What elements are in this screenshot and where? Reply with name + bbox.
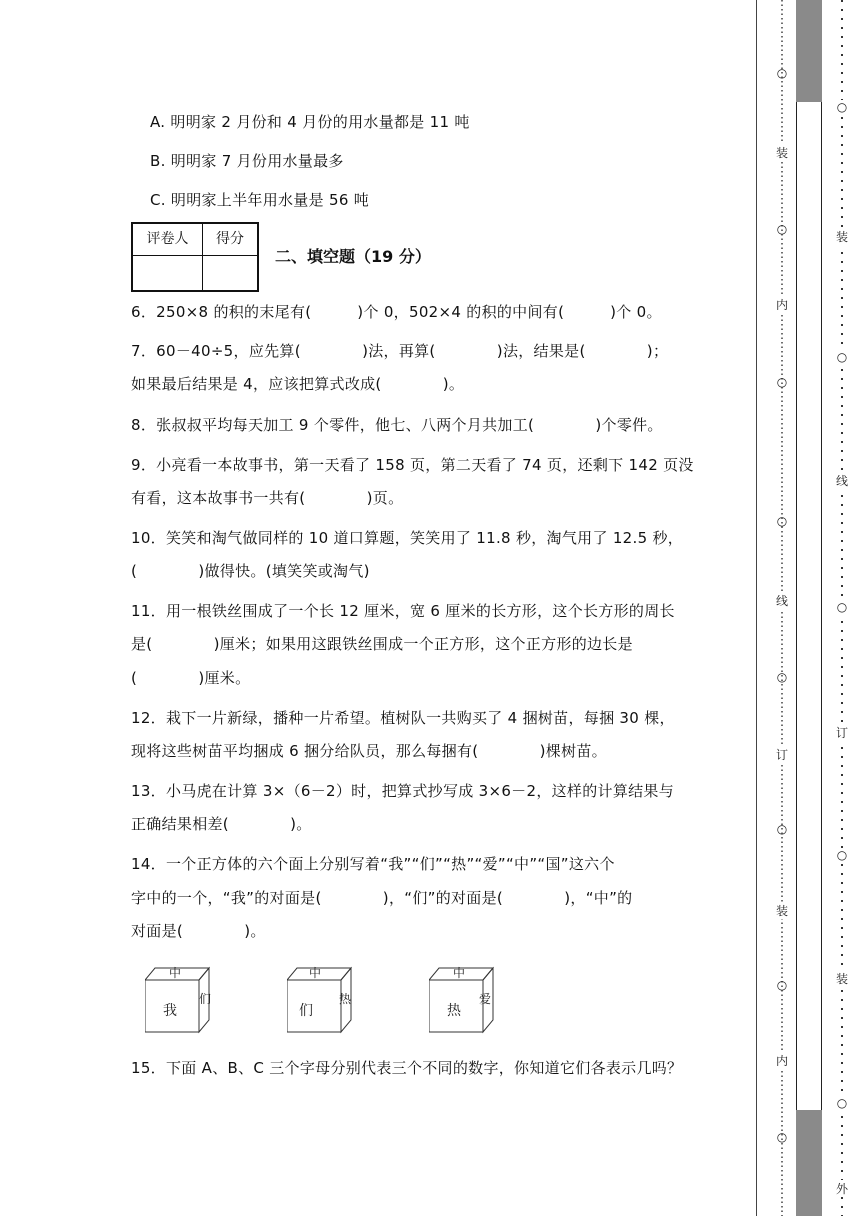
question-12-line1: 12．栽下一片新绿，播种一片希望。植树队一共购买了 4 捆树苗，每捆 30 棵， (131, 709, 675, 727)
question-6: 6．250×8 的积的末尾有( )个 0，502×4 的积的中间有( )个 0。 (131, 303, 662, 321)
cube-2 (287, 966, 355, 1034)
question-13-line1: 13．小马虎在计算 3×（6－2）时，把算式抄写成 3×6－2，这样的计算结果与 (131, 782, 675, 800)
inner-binding-column (775, 0, 789, 1216)
question-11-line3: ( )厘米。 (131, 669, 251, 687)
inner-circle: ○ (776, 514, 788, 528)
inner-circle: ○ (776, 822, 788, 836)
question-10-line1: 10．笑笑和淘气做同样的 10 道口算题，笑笑用了 11.8 秒，淘气用了 12.5 秒， (131, 529, 684, 547)
outer-label-xian: 线 (833, 472, 851, 489)
outer-circle: ○ (833, 848, 851, 862)
cube-1-front: 我 (163, 1003, 177, 1019)
outer-label-zhuang: 装 (833, 228, 851, 245)
question-11-line2: 是( )厘米；如果用这跟铁丝围成一个正方形，这个正方形的边长是 (131, 635, 633, 653)
outer-label-wai: 外 (833, 1180, 851, 1197)
outer-circle: ○ (833, 350, 851, 364)
cube-1-top: 中 (169, 966, 182, 980)
cube-3-front: 热 (447, 1003, 461, 1019)
cube-2-front: 们 (299, 1003, 313, 1019)
question-11-line1: 11．用一根铁丝围成了一个长 12 厘米，宽 6 厘米的长方形，这个长方形的周长 (131, 602, 675, 620)
question-9-line2: 有看，这本故事书一共有( )页。 (131, 489, 404, 507)
margin-border (756, 0, 757, 1216)
binding-band-gray-top (796, 0, 822, 102)
inner-label-ding: 订 (775, 748, 788, 762)
outer-circle: ○ (833, 1096, 851, 1110)
section-title: 二、填空题（19 分） (275, 247, 431, 266)
question-14-line3: 对面是( )。 (131, 922, 266, 940)
cube-3 (429, 966, 497, 1034)
cube-3-side: 爱 (479, 992, 492, 1006)
question-13-line2: 正确结果相差( )。 (131, 815, 312, 833)
cube-2-top: 中 (309, 966, 322, 980)
question-7-line2: 如果最后结果是 4，应该把算式改成( )。 (131, 375, 465, 393)
inner-label-xian: 线 (775, 594, 788, 608)
question-7-line1: 7．60－40÷5，应先算( )法，再算( )法，结果是( )； (131, 342, 669, 360)
cube-3-top: 中 (453, 966, 466, 980)
choice-a: A. 明明家 2 月份和 4 月份的用水量都是 11 吨 (150, 113, 470, 131)
outer-circle: ○ (833, 600, 851, 614)
inner-label-zhuang-2: 装 (775, 904, 788, 918)
question-15: 15．下面 A、B、C 三个字母分别代表三个不同的数字，你知道它们各表示几吗？ (131, 1059, 683, 1077)
choice-b: B. 明明家 7 月份用水量最多 (150, 152, 344, 170)
inner-circle: ○ (776, 978, 788, 992)
question-14-line2: 字中的一个，“我”的对面是( )，“们”的对面是( )，“中”的 (131, 889, 633, 907)
inner-circle: ○ (776, 670, 788, 684)
binding-band-white (796, 102, 822, 1110)
question-9-line1: 9．小亮看一本故事书，第一天看了 158 页，第二天看了 74 页，还剩下 142 页没 (131, 456, 694, 474)
score-cell (203, 256, 257, 290)
choice-c: C. 明明家上半年用水量是 56 吨 (150, 191, 370, 209)
outer-label-zhuang-2: 装 (833, 970, 851, 987)
inner-label-nei-2: 内 (775, 1054, 788, 1068)
inner-circle: ○ (776, 66, 788, 80)
question-12-line2: 现将这些树苗平均捆成 6 捆分给队员，那么每捆有( )棵树苗。 (131, 742, 607, 760)
question-14-line1: 14．一个正方体的六个面上分别写着“我”“们”“热”“爱”“中”“国”这六个 (131, 855, 615, 873)
inner-label-nei: 内 (775, 298, 788, 312)
cube-2-side: 热 (339, 992, 352, 1006)
inner-circle: ○ (776, 222, 788, 236)
inner-circle: ○ (776, 1130, 788, 1144)
question-10-line2: ( )做得快。(填笑笑或淘气) (131, 562, 370, 580)
outer-circle: ○ (833, 100, 851, 114)
cube-1 (145, 966, 213, 1034)
binding-band-gray-bottom (796, 1110, 822, 1216)
score-table (131, 222, 259, 292)
question-8: 8．张叔叔平均每天加工 9 个零件，他七、八两个月共加工( )个零件。 (131, 416, 663, 434)
outer-label-ding: 订 (833, 724, 851, 741)
score-header: 得分 (203, 224, 257, 256)
cube-1-side: 们 (199, 992, 212, 1006)
reviewer-header: 评卷人 (133, 224, 203, 256)
inner-label-zhuang: 装 (775, 146, 788, 160)
reviewer-cell (133, 256, 203, 290)
inner-circle: ○ (776, 375, 788, 389)
outer-binding-column (833, 0, 851, 1216)
